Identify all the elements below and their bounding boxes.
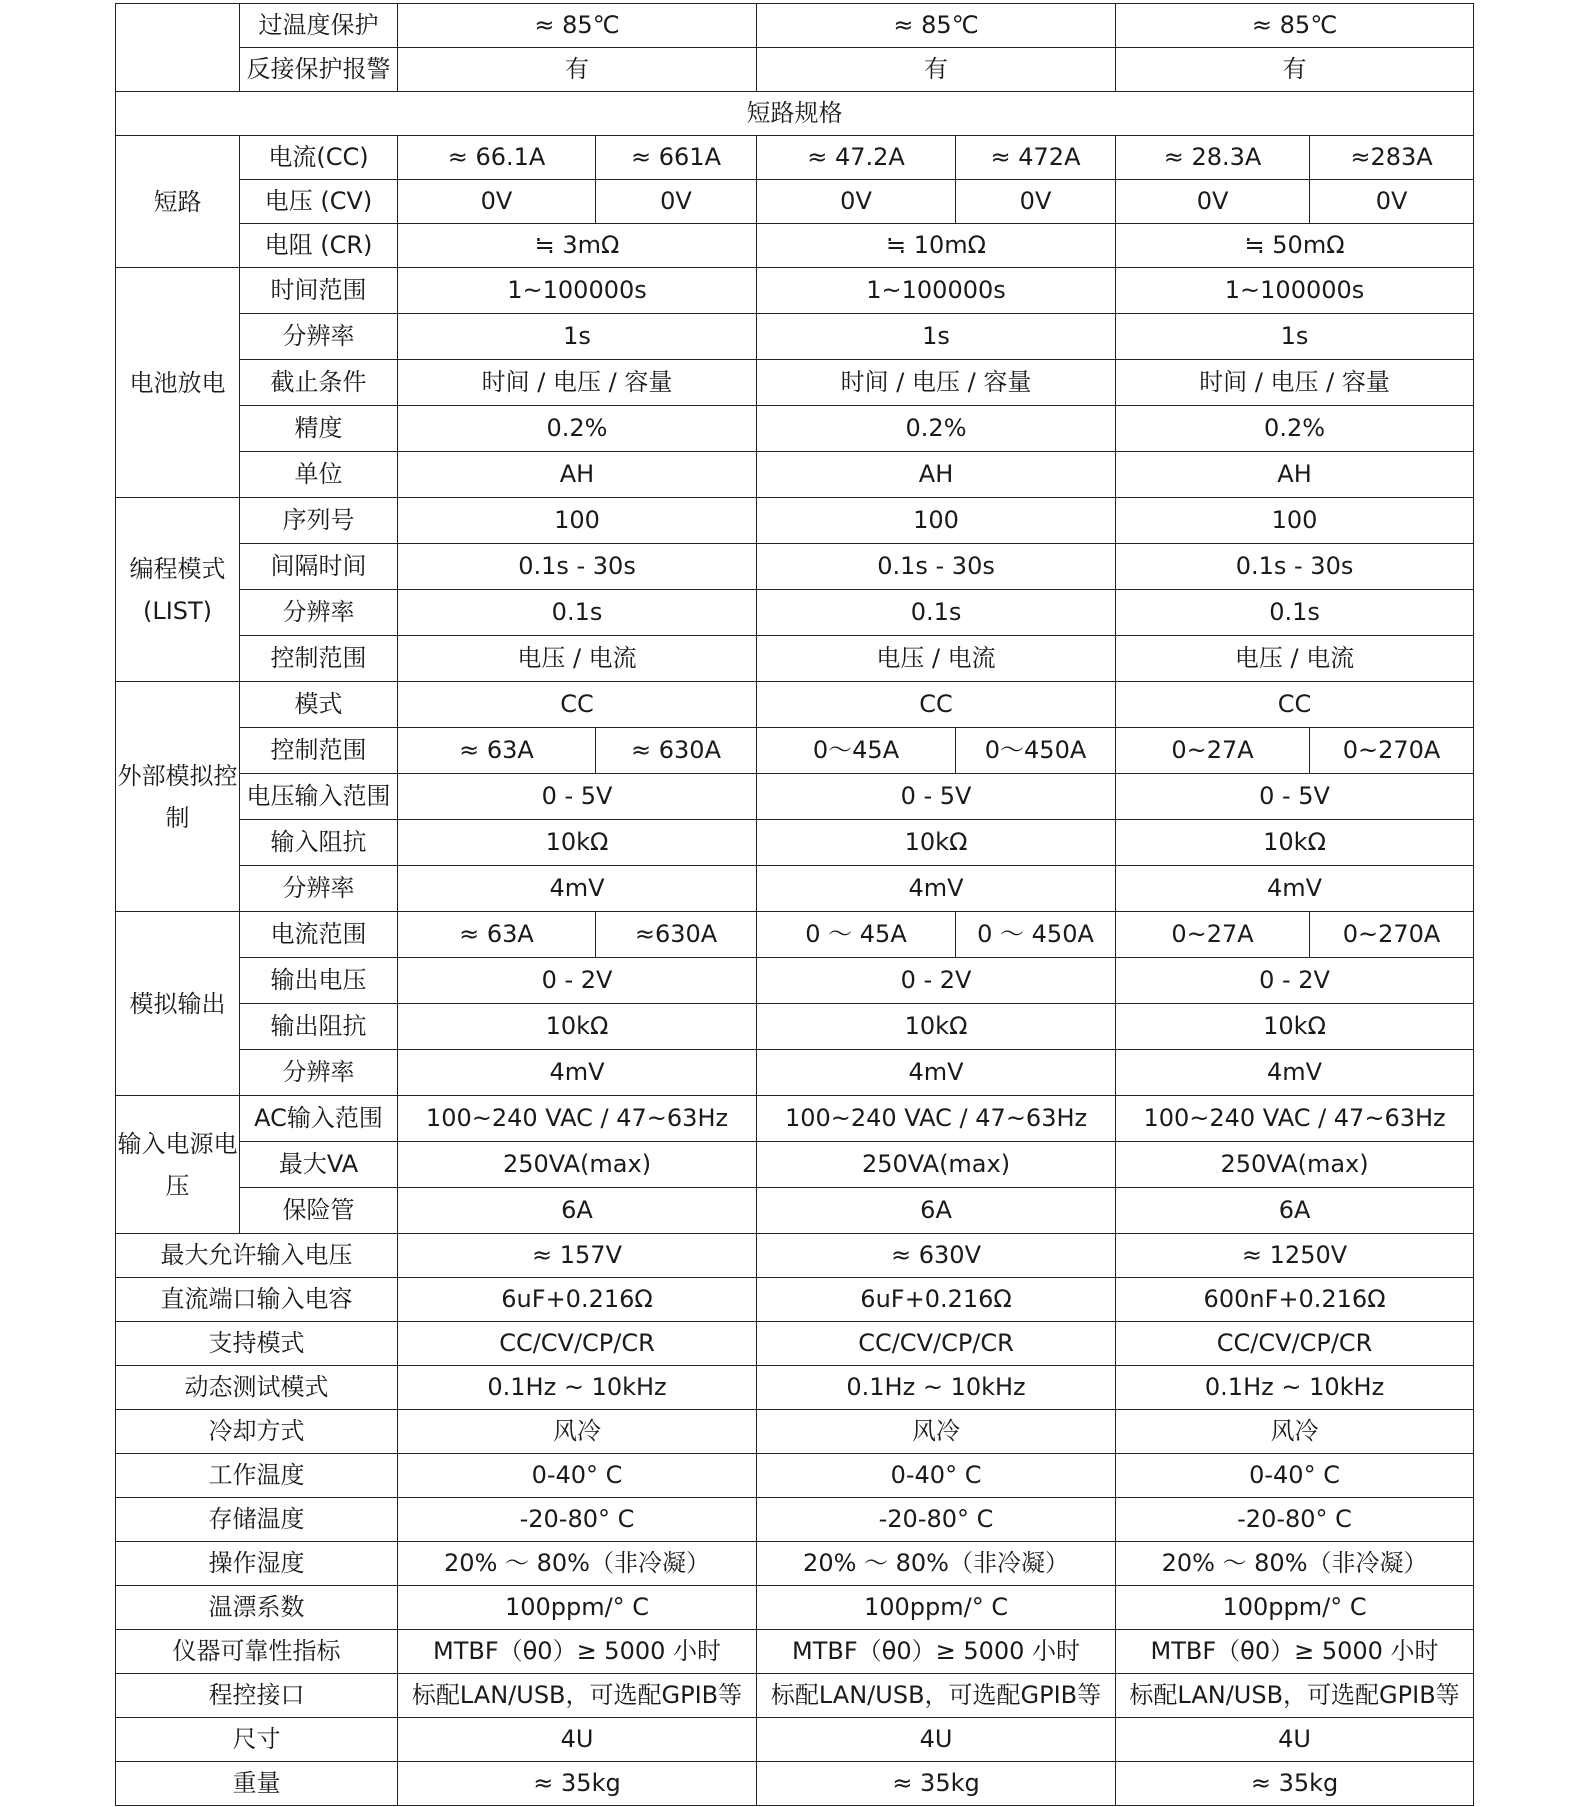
value-cell: 时间 / 电压 / 容量 bbox=[398, 360, 757, 406]
row-supported-modes bbox=[116, 1322, 1474, 1366]
row-ext-voltage-input bbox=[116, 774, 1474, 820]
value-cell: 1s bbox=[398, 314, 757, 360]
value-cell: MTBF（θ0）≥ 5000 小时 bbox=[757, 1630, 1116, 1674]
row-ext-mode bbox=[116, 682, 1474, 728]
value-cell: 6A bbox=[1116, 1188, 1474, 1234]
value-cell: 100ppm/° C bbox=[1116, 1586, 1474, 1630]
value-cell: 4mV bbox=[757, 866, 1116, 912]
row-reverse-protection-alarm bbox=[116, 48, 1474, 92]
row-over-temp-protection bbox=[116, 4, 1474, 48]
group-label: 外部模拟控制 bbox=[116, 682, 240, 912]
row-label: 分辨率 bbox=[240, 590, 398, 636]
row-out-voltage bbox=[116, 958, 1474, 1004]
row-label: 反接保护报警 bbox=[240, 48, 398, 92]
row-storage-temp bbox=[116, 1498, 1474, 1542]
value-cell: 10kΩ bbox=[1116, 1004, 1474, 1050]
value-cell: 10kΩ bbox=[757, 1004, 1116, 1050]
value-cell: 1~100000s bbox=[1116, 268, 1474, 314]
value-cell: 0V bbox=[1116, 180, 1310, 224]
value-cell: 4mV bbox=[757, 1050, 1116, 1096]
row-short-resistance bbox=[116, 224, 1474, 268]
row-dynamic-test bbox=[116, 1366, 1474, 1410]
row-label: 直流端口输入电容 bbox=[116, 1278, 398, 1322]
row-label: 分辨率 bbox=[240, 866, 398, 912]
value-cell: CC bbox=[757, 682, 1116, 728]
value-cell: 0~27A bbox=[1116, 728, 1310, 774]
value-cell: 0 - 2V bbox=[398, 958, 757, 1004]
row-short-voltage bbox=[116, 180, 1474, 224]
row-humidity bbox=[116, 1542, 1474, 1586]
value-cell: 风冷 bbox=[1116, 1410, 1474, 1454]
value-cell: 0V bbox=[596, 180, 757, 224]
value-cell: 250VA(max) bbox=[757, 1142, 1116, 1188]
value-cell: ≈ 85℃ bbox=[757, 4, 1116, 48]
row-label: 最大允许输入电压 bbox=[116, 1234, 398, 1278]
row-label: 操作湿度 bbox=[116, 1542, 398, 1586]
value-cell: 标配LAN/USB，可选配GPIB等 bbox=[757, 1674, 1116, 1718]
value-cell: CC bbox=[398, 682, 757, 728]
value-cell: 0.1s bbox=[1116, 590, 1474, 636]
value-cell: 0.2% bbox=[1116, 406, 1474, 452]
value-cell: 有 bbox=[1116, 48, 1474, 92]
row-battery-time-range bbox=[116, 268, 1474, 314]
row-label: 动态测试模式 bbox=[116, 1366, 398, 1410]
row-short-current bbox=[116, 136, 1474, 180]
row-max-va bbox=[116, 1142, 1474, 1188]
row-label: 输出电压 bbox=[240, 958, 398, 1004]
value-cell: -20-80° C bbox=[1116, 1498, 1474, 1542]
value-cell: ≈ 630A bbox=[596, 728, 757, 774]
row-ext-control-range bbox=[116, 728, 1474, 774]
value-cell: 0~27A bbox=[1116, 912, 1310, 958]
row-label: 电压 (CV) bbox=[240, 180, 398, 224]
value-cell: 0-40° C bbox=[398, 1454, 757, 1498]
value-cell: ≈ 1250V bbox=[1116, 1234, 1474, 1278]
value-cell: ≈ 661A bbox=[596, 136, 757, 180]
value-cell: 10kΩ bbox=[757, 820, 1116, 866]
row-battery-unit bbox=[116, 452, 1474, 498]
value-cell: 0.1Hz ~ 10kHz bbox=[757, 1366, 1116, 1410]
row-label: 分辨率 bbox=[240, 1050, 398, 1096]
row-out-resolution bbox=[116, 1050, 1474, 1096]
value-cell: 100ppm/° C bbox=[757, 1586, 1116, 1630]
row-label: 电流范围 bbox=[240, 912, 398, 958]
group-label: 电池放电 bbox=[116, 268, 240, 498]
value-cell: 0.1s - 30s bbox=[398, 544, 757, 590]
row-label: 过温度保护 bbox=[240, 4, 398, 48]
value-cell: ≈283A bbox=[1310, 136, 1474, 180]
row-battery-resolution bbox=[116, 314, 1474, 360]
value-cell: 时间 / 电压 / 容量 bbox=[757, 360, 1116, 406]
row-interface bbox=[116, 1674, 1474, 1718]
value-cell: 4mV bbox=[398, 866, 757, 912]
row-label: 序列号 bbox=[240, 498, 398, 544]
value-cell: 4mV bbox=[398, 1050, 757, 1096]
value-cell: 100~240 VAC / 47~63Hz bbox=[398, 1096, 757, 1142]
value-cell: 0 - 2V bbox=[1116, 958, 1474, 1004]
row-label: 支持模式 bbox=[116, 1322, 398, 1366]
value-cell: 有 bbox=[757, 48, 1116, 92]
value-cell: 电压 / 电流 bbox=[398, 636, 757, 682]
value-cell: 时间 / 电压 / 容量 bbox=[1116, 360, 1474, 406]
value-cell: 有 bbox=[398, 48, 757, 92]
value-cell: CC bbox=[1116, 682, 1474, 728]
value-cell: ≈ 28.3A bbox=[1116, 136, 1310, 180]
value-cell: 0～450A bbox=[956, 728, 1116, 774]
value-cell: 4mV bbox=[1116, 1050, 1474, 1096]
value-cell: 100ppm/° C bbox=[398, 1586, 757, 1630]
value-cell: 0.1s - 30s bbox=[1116, 544, 1474, 590]
value-cell: 0V bbox=[757, 180, 956, 224]
value-cell: ≈ 157V bbox=[398, 1234, 757, 1278]
group-label: 输入电源电压 bbox=[116, 1096, 240, 1234]
value-cell: 6uF+0.216Ω bbox=[757, 1278, 1116, 1322]
group-label: 模拟输出 bbox=[116, 912, 240, 1096]
value-cell: 0-40° C bbox=[1116, 1454, 1474, 1498]
row-battery-accuracy bbox=[116, 406, 1474, 452]
value-cell: 100 bbox=[1116, 498, 1474, 544]
value-cell: 6A bbox=[398, 1188, 757, 1234]
value-cell: 0 - 5V bbox=[757, 774, 1116, 820]
row-size bbox=[116, 1718, 1474, 1762]
value-cell: 0-40° C bbox=[757, 1454, 1116, 1498]
value-cell: CC/CV/CP/CR bbox=[1116, 1322, 1474, 1366]
group-label: 短路 bbox=[116, 136, 240, 268]
row-label: 程控接口 bbox=[116, 1674, 398, 1718]
value-cell: ≈ 35kg bbox=[1116, 1762, 1474, 1806]
value-cell: ≈630A bbox=[596, 912, 757, 958]
row-label: 仪器可靠性指标 bbox=[116, 1630, 398, 1674]
value-cell: 100~240 VAC / 47~63Hz bbox=[757, 1096, 1116, 1142]
value-cell: 0.1Hz ~ 10kHz bbox=[398, 1366, 757, 1410]
row-label: 输出阻抗 bbox=[240, 1004, 398, 1050]
value-cell: 风冷 bbox=[398, 1410, 757, 1454]
value-cell: 1s bbox=[757, 314, 1116, 360]
row-label: 截止条件 bbox=[240, 360, 398, 406]
value-cell: 4mV bbox=[1116, 866, 1474, 912]
value-cell: 0.1s bbox=[398, 590, 757, 636]
value-cell: 0~270A bbox=[1310, 912, 1474, 958]
row-battery-cutoff bbox=[116, 360, 1474, 406]
row-label: 重量 bbox=[116, 1762, 398, 1806]
row-out-current-range bbox=[116, 912, 1474, 958]
value-cell: ≈ 85℃ bbox=[398, 4, 757, 48]
row-label: 间隔时间 bbox=[240, 544, 398, 590]
row-ext-resolution bbox=[116, 866, 1474, 912]
value-cell: MTBF（θ0）≥ 5000 小时 bbox=[398, 1630, 757, 1674]
value-cell: 20% ～ 80%（非冷凝） bbox=[757, 1542, 1116, 1586]
value-cell: 4U bbox=[398, 1718, 757, 1762]
row-label: 输入阻抗 bbox=[240, 820, 398, 866]
row-label: 工作温度 bbox=[116, 1454, 398, 1498]
value-cell: -20-80° C bbox=[398, 1498, 757, 1542]
value-cell: 0V bbox=[1310, 180, 1474, 224]
row-ac-input-range bbox=[116, 1096, 1474, 1142]
value-cell: ≒ 3mΩ bbox=[398, 224, 757, 268]
value-cell: 风冷 bbox=[757, 1410, 1116, 1454]
value-cell: 0 ～ 45A bbox=[757, 912, 956, 958]
value-cell: 4U bbox=[1116, 1718, 1474, 1762]
value-cell: 600nF+0.216Ω bbox=[1116, 1278, 1474, 1322]
row-max-input-voltage bbox=[116, 1234, 1474, 1278]
value-cell: ≈ 35kg bbox=[757, 1762, 1116, 1806]
value-cell: 0 - 5V bbox=[1116, 774, 1474, 820]
value-cell: 0~270A bbox=[1310, 728, 1474, 774]
value-cell: AH bbox=[398, 452, 757, 498]
row-label: 分辨率 bbox=[240, 314, 398, 360]
value-cell: AH bbox=[1116, 452, 1474, 498]
row-label: 模式 bbox=[240, 682, 398, 728]
value-cell: 0～45A bbox=[757, 728, 956, 774]
group-label: 编程模式(LIST) bbox=[116, 498, 240, 682]
value-cell: MTBF（θ0）≥ 5000 小时 bbox=[1116, 1630, 1474, 1674]
value-cell: 1s bbox=[1116, 314, 1474, 360]
row-out-impedance bbox=[116, 1004, 1474, 1050]
value-cell: 电压 / 电流 bbox=[1116, 636, 1474, 682]
row-list-sequence bbox=[116, 498, 1474, 544]
row-fuse bbox=[116, 1188, 1474, 1234]
row-label: 电阻 (CR) bbox=[240, 224, 398, 268]
value-cell: 20% ～ 80%（非冷凝） bbox=[398, 1542, 757, 1586]
value-cell: 6A bbox=[757, 1188, 1116, 1234]
value-cell: -20-80° C bbox=[757, 1498, 1116, 1542]
value-cell: 0 - 5V bbox=[398, 774, 757, 820]
value-cell: ≈ 63A bbox=[398, 912, 596, 958]
row-label: 单位 bbox=[240, 452, 398, 498]
value-cell: 标配LAN/USB，可选配GPIB等 bbox=[1116, 1674, 1474, 1718]
section-title: 短路规格 bbox=[116, 92, 1474, 136]
row-label: 尺寸 bbox=[116, 1718, 398, 1762]
row-label: 精度 bbox=[240, 406, 398, 452]
value-cell: 0.1s bbox=[757, 590, 1116, 636]
value-cell: CC/CV/CP/CR bbox=[398, 1322, 757, 1366]
value-cell: 100 bbox=[398, 498, 757, 544]
row-label: 电压输入范围 bbox=[240, 774, 398, 820]
value-cell: 电压 / 电流 bbox=[757, 636, 1116, 682]
value-cell: 0 ～ 450A bbox=[956, 912, 1116, 958]
row-cooling bbox=[116, 1410, 1474, 1454]
value-cell: 100~240 VAC / 47~63Hz bbox=[1116, 1096, 1474, 1142]
value-cell: 4U bbox=[757, 1718, 1116, 1762]
value-cell: ≈ 630V bbox=[757, 1234, 1116, 1278]
value-cell: 250VA(max) bbox=[1116, 1142, 1474, 1188]
section-header-short-circuit bbox=[116, 92, 1474, 136]
value-cell: 10kΩ bbox=[398, 1004, 757, 1050]
row-label: 冷却方式 bbox=[116, 1410, 398, 1454]
value-cell: 250VA(max) bbox=[398, 1142, 757, 1188]
row-dc-input-capacitance bbox=[116, 1278, 1474, 1322]
value-cell: 1~100000s bbox=[757, 268, 1116, 314]
row-label: 时间范围 bbox=[240, 268, 398, 314]
row-label: AC输入范围 bbox=[240, 1096, 398, 1142]
value-cell: 10kΩ bbox=[1116, 820, 1474, 866]
value-cell: 0.1Hz ~ 10kHz bbox=[1116, 1366, 1474, 1410]
value-cell: 0.1s - 30s bbox=[757, 544, 1116, 590]
value-cell: 100 bbox=[757, 498, 1116, 544]
value-cell: ≈ 66.1A bbox=[398, 136, 596, 180]
row-reliability bbox=[116, 1630, 1474, 1674]
row-list-control-range bbox=[116, 636, 1474, 682]
row-weight bbox=[116, 1762, 1474, 1806]
value-cell: ≒ 10mΩ bbox=[757, 224, 1116, 268]
value-cell: 0.2% bbox=[398, 406, 757, 452]
value-cell: 1~100000s bbox=[398, 268, 757, 314]
value-cell: ≈ 35kg bbox=[398, 1762, 757, 1806]
row-label: 最大VA bbox=[240, 1142, 398, 1188]
value-cell: AH bbox=[757, 452, 1116, 498]
value-cell: 6uF+0.216Ω bbox=[398, 1278, 757, 1322]
value-cell: CC/CV/CP/CR bbox=[757, 1322, 1116, 1366]
protection-group-cell bbox=[116, 4, 240, 92]
value-cell: ≈ 47.2A bbox=[757, 136, 956, 180]
value-cell: 标配LAN/USB，可选配GPIB等 bbox=[398, 1674, 757, 1718]
value-cell: 10kΩ bbox=[398, 820, 757, 866]
row-list-interval bbox=[116, 544, 1474, 590]
row-label: 控制范围 bbox=[240, 636, 398, 682]
row-label: 电流(CC) bbox=[240, 136, 398, 180]
row-label: 温漂系数 bbox=[116, 1586, 398, 1630]
row-label: 控制范围 bbox=[240, 728, 398, 774]
value-cell: 20% ～ 80%（非冷凝） bbox=[1116, 1542, 1474, 1586]
value-cell: ≈ 85℃ bbox=[1116, 4, 1474, 48]
row-operating-temp bbox=[116, 1454, 1474, 1498]
row-temp-drift bbox=[116, 1586, 1474, 1630]
row-list-resolution bbox=[116, 590, 1474, 636]
value-cell: 0 - 2V bbox=[757, 958, 1116, 1004]
value-cell: ≈ 63A bbox=[398, 728, 596, 774]
value-cell: 0.2% bbox=[757, 406, 1116, 452]
value-cell: ≒ 50mΩ bbox=[1116, 224, 1474, 268]
row-ext-input-impedance bbox=[116, 820, 1474, 866]
value-cell: ≈ 472A bbox=[956, 136, 1116, 180]
value-cell: 0V bbox=[956, 180, 1116, 224]
row-label: 存储温度 bbox=[116, 1498, 398, 1542]
spec-table bbox=[115, 3, 1474, 1806]
row-label: 保险管 bbox=[240, 1188, 398, 1234]
value-cell: 0V bbox=[398, 180, 596, 224]
